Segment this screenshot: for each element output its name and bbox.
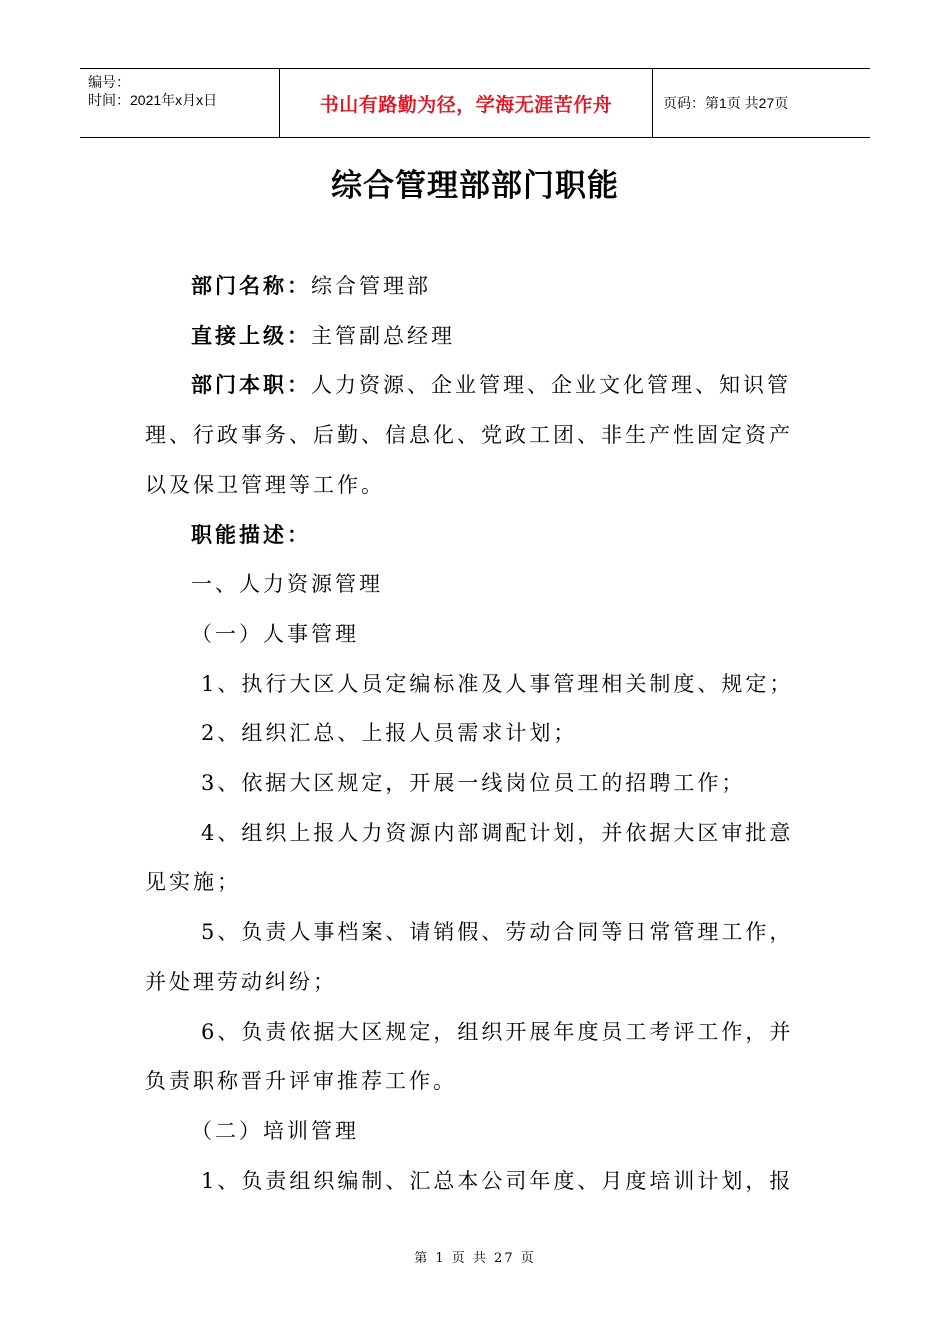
header-page-code: 页码：第1页 共27页	[663, 95, 789, 111]
section-heading: 一、人力资源管理	[191, 572, 383, 597]
header-table	[80, 68, 870, 138]
number-label: 编号：	[88, 74, 130, 90]
duty-label: 部门本职：	[191, 373, 311, 398]
header-motto: 书山有路勤为径，学海无涯苦作舟	[280, 69, 653, 137]
header-meta	[80, 69, 280, 137]
list-item: 1、负责组织编制、汇总本公司年度、月度培训计划，报	[201, 1168, 794, 1193]
duty-paragraph	[145, 361, 810, 510]
subsection-heading: （一）人事管理	[191, 621, 359, 646]
func-label-line	[145, 511, 810, 561]
list-item: 1、执行大区人员定编标准及人事管理相关制度、规定；	[201, 671, 794, 696]
subsection-heading: （二）培训管理	[191, 1118, 359, 1143]
list-item: 2、组织汇总、上报人员需求计划；	[201, 721, 578, 746]
page-footer: 第 1 页 共 27 页	[414, 1251, 536, 1266]
list-item: 5、负责人事档案、请销假、劳动合同等日常管理工作，并处理劳动纠纷；	[145, 920, 794, 994]
duty-value: 人力资源、企业管理、企业文化管理、知识管理、行政事务、后勤、信息化、党政工团、非生产性固定资产以及保卫管理等工作。	[145, 373, 793, 497]
func-label: 职能描述：	[191, 522, 311, 547]
dept-name-value: 综合管理部	[311, 274, 431, 298]
time-label: 时间：2021年x月x日	[88, 92, 218, 108]
list-item: 4、组织上报人力资源内部调配计划，并依据大区审批意见实施；	[145, 820, 794, 895]
superior-line	[145, 312, 810, 362]
list-item: 3、依据大区规定，开展一线岗位员工的招聘工作；	[201, 771, 746, 796]
superior-label: 直接上级：	[191, 323, 311, 348]
document-body	[145, 262, 810, 1206]
document-title: 综合管理部部门职能	[331, 168, 619, 204]
dept-name-label: 部门名称：	[191, 274, 311, 298]
dept-name-line	[145, 262, 810, 312]
superior-value: 主管副总经理	[311, 323, 455, 348]
list-item: 6、负责依据大区规定，组织开展年度员工考评工作，并负责职称晋升评审推荐工作。	[145, 1019, 794, 1094]
